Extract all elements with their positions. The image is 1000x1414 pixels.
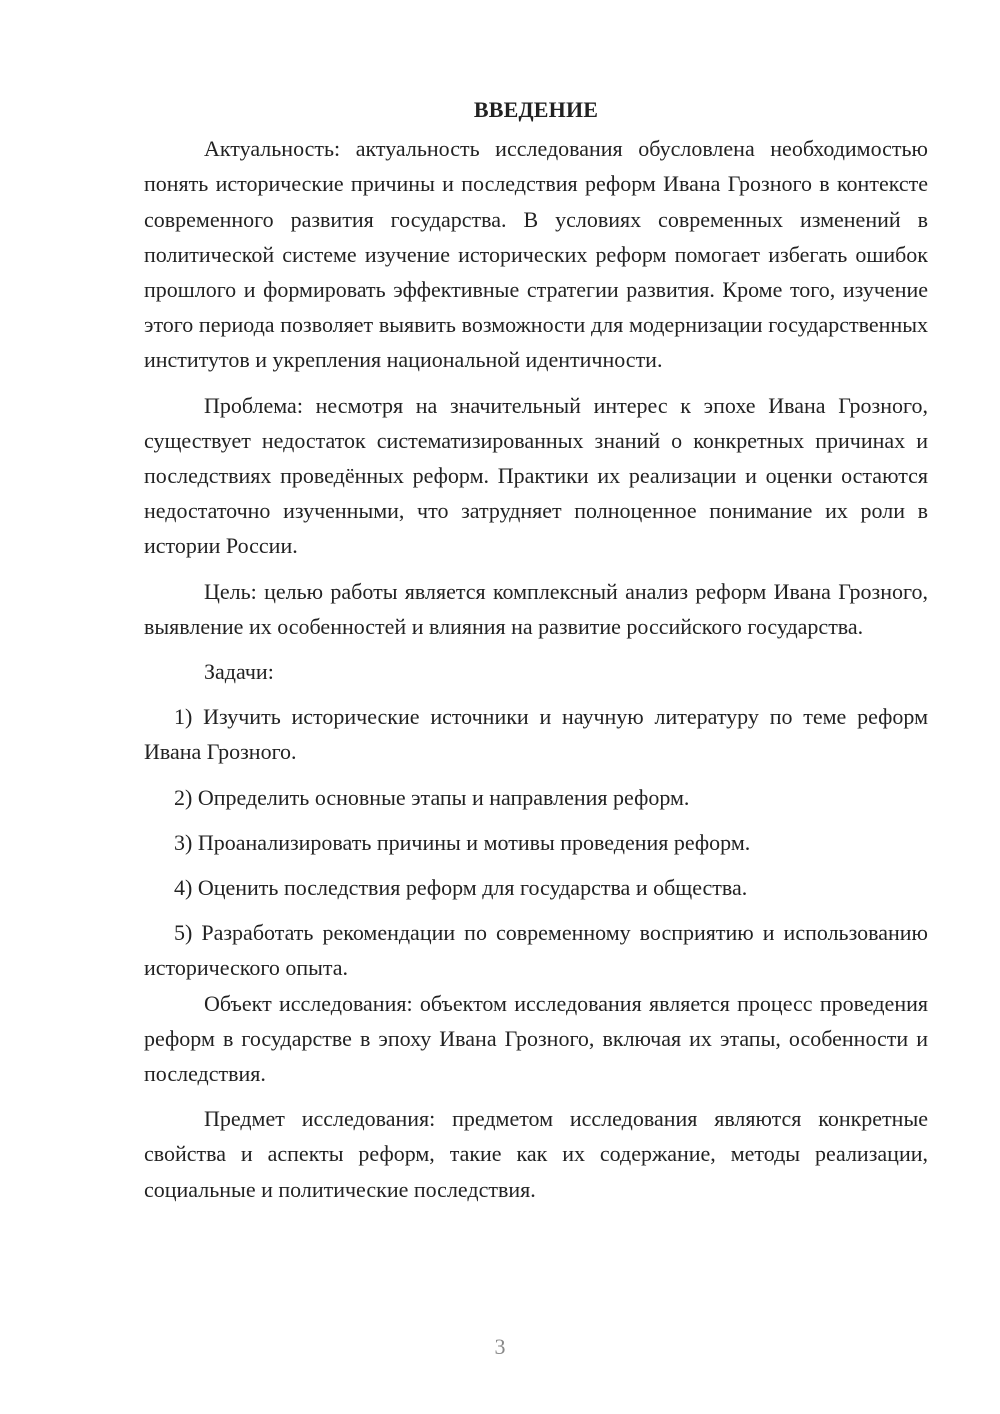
list-item: 2) Определить основные этапы и направления реформ. [174, 784, 690, 810]
list-item: 5) Разработать рекомендации по современному восприятию и использованию исторического опыта. [144, 920, 928, 981]
tasks-heading: Задачи: [204, 659, 274, 685]
list-item: 1) Изучить исторические источники и научную литературу по теме реформ Ивана Грозного. [144, 704, 928, 765]
document-title: ВВЕДЕНИЕ [473, 97, 599, 122]
paragraph-subject: Предмет исследования: предметом исследования являются конкретные свойства и аспекты реформ, такие как их содержание, методы реализации, социальные и политические последствия. [144, 1106, 928, 1202]
list-item: 3) Проанализировать причины и мотивы проведения реформ. [174, 829, 751, 855]
paragraph-object: Объект исследования: объектом исследования является процесс проведения реформ в государстве в эпоху Ивана Грозного, включая их этапы, особенности и последствия. [144, 990, 928, 1087]
page-number: 3 [494, 1334, 506, 1359]
paragraph-problem: Проблема: несмотря на значительный интерес к эпохе Ивана Грозного, существует недостаток систематизированных знаний о конкретных причинах и последствиях проведённых реформ. Практики их реализации и оценки остаются недостаточно изученными, что затрудняет полноценное понимание их роли в истории России. [144, 392, 928, 559]
page-content [144, 92, 928, 1207]
tasks-list [144, 699, 928, 985]
list-item: 4) Оценить последствия реформ для государства и общества. [174, 875, 748, 901]
paragraph-goal: Цель: целью работы является комплексный анализ реформ Ивана Грозного, выявление их особенностей и влияния на развитие российского государства. [144, 578, 928, 639]
paragraph-relevance: Актуальность: актуальность исследования обусловлена необходимостью понять исторические причины и последствия реформ Ивана Грозного в контексте современного развития государства. В условиях современных изменений в политической системе изучение исторических реформ помогает избегать ошибок прошлого и формировать эффективные стратегии развития. Кроме того, изучение этого периода позволяет выявить возможности для модернизации государственных институтов и укрепления национальной идентичности. [144, 136, 928, 373]
